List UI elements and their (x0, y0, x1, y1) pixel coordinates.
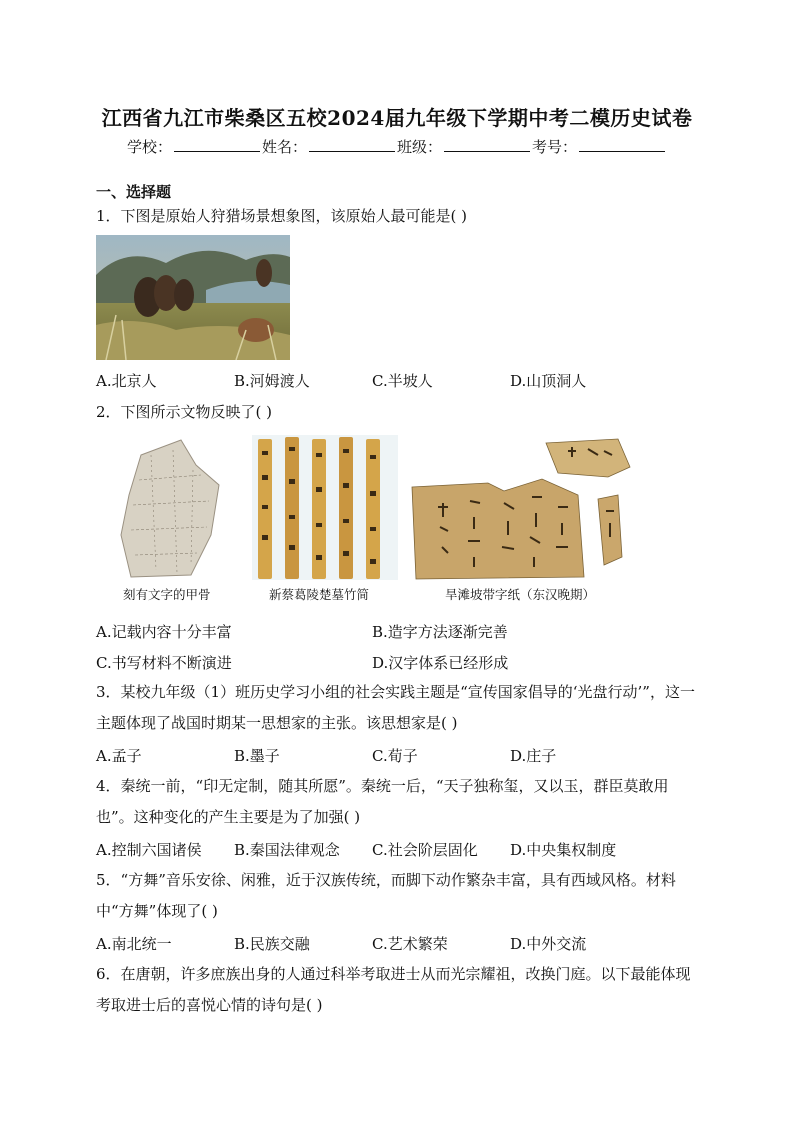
option-c[interactable]: C.书写材料不断演进 (96, 654, 232, 672)
option-d[interactable]: D.山顶洞人 (510, 372, 587, 390)
question-5-options (96, 933, 716, 955)
question-2-options-row-1 (96, 621, 716, 643)
name-label: 姓名： (261, 138, 307, 156)
paper-fragments-image (408, 437, 634, 580)
question-3-options (96, 745, 716, 767)
option-b[interactable]: B.墨子 (234, 747, 280, 765)
question-3-stem: 3．某校九年级（1）班历史学习小组的社会实践主题是“宣传国家倡导的‘光盘行动’”，这一主题体现了战国时期某一思想家的主张。该思想家是( ) (96, 683, 695, 732)
bamboo-slips-image (252, 435, 398, 580)
oracle-bone-image (111, 435, 231, 580)
option-d[interactable]: D.中外交流 (510, 935, 587, 953)
section-heading: 一、选择题 (96, 183, 172, 201)
question-1-options (96, 370, 716, 392)
option-d[interactable]: D.汉字体系已经形成 (372, 654, 509, 672)
question-2-stem: 2．下图所示文物反映了( ) (96, 403, 273, 421)
question-4-options (96, 839, 716, 861)
option-b[interactable]: B.民族交融 (234, 935, 310, 953)
option-c[interactable]: C.半坡人 (372, 372, 433, 390)
option-c[interactable]: C.社会阶层固化 (372, 841, 478, 859)
option-b[interactable]: B.秦国法律观念 (234, 841, 340, 859)
option-d[interactable]: D.庄子 (510, 747, 557, 765)
school-blank (174, 139, 260, 152)
question-1-stem: 1．下图是原始人狩猎场景想象图，该原始人最可能是( ) (96, 207, 468, 225)
student-info-line (0, 136, 794, 157)
number-blank (579, 139, 665, 152)
question-5-stem: 5．“方舞”音乐安徐、闲雅，近于汉族传统，而脚下动作繁杂丰富，具有西域风格。材料中“方舞”体现了( ) (96, 871, 676, 920)
option-c[interactable]: C.艺术繁荣 (372, 935, 448, 953)
number-label: 考号： (532, 138, 578, 156)
caption-bamboo-slips: 新蔡葛陵楚墓竹简 (269, 587, 370, 602)
class-blank (444, 139, 530, 152)
option-a[interactable]: A.孟子 (96, 747, 142, 765)
question-6-stem: 6．在唐朝，许多庶族出身的人通过科举考取进士从而光宗耀祖，改换门庭。以下最能体现考取进士后的喜悦心情的诗句是( ) (96, 965, 691, 1014)
option-a[interactable]: A.北京人 (96, 372, 157, 390)
hunting-scene-image (96, 235, 290, 360)
school-label: 学校： (126, 138, 172, 156)
caption-oracle-bone: 刻有文字的甲骨 (123, 587, 211, 602)
question-2-options-row-2 (96, 652, 716, 674)
caption-paper: 旱滩坡带字纸（东汉晚期） (445, 587, 596, 602)
name-blank (309, 139, 395, 152)
option-a[interactable]: A.记载内容十分丰富 (96, 623, 232, 641)
option-a[interactable]: A.控制六国诸侯 (96, 841, 202, 859)
exam-title: 江西省九江市柴桑区五校2024届九年级下学期中考二模历史试卷 (101, 106, 693, 130)
option-b[interactable]: B.造字方法逐渐完善 (372, 623, 508, 641)
option-d[interactable]: D.中央集权制度 (510, 841, 617, 859)
option-b[interactable]: B.河姆渡人 (234, 372, 310, 390)
question-4-stem: 4．秦统一前，“印无定制，随其所愿”。秦统一后，“天子独称玺，又以玉，群臣莫敢用也”。这种变化的产生主要是为了加强( ) (96, 777, 669, 826)
class-label: 班级： (397, 138, 443, 156)
option-c[interactable]: C.荀子 (372, 747, 418, 765)
option-a[interactable]: A.南北统一 (96, 935, 172, 953)
